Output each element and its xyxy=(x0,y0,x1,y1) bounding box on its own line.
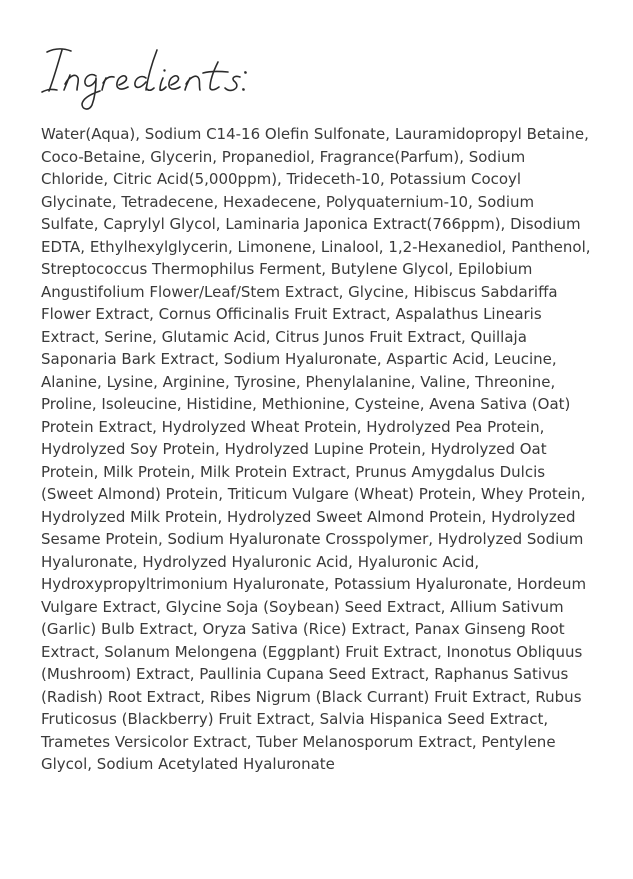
ingredients-script-heading-icon xyxy=(40,40,290,112)
ingredients-heading xyxy=(40,40,290,112)
ingredients-list-text: Water(Aqua), Sodium C14-16 Olefin Sulfonate, Lauramidopropyl Betaine, Coco-Betaine, Glycerin, Propanediol, Fragrance(Parfum), Sodium Chloride, Citric Acid(5,000ppm), Trideceth-10, Potassium Cocoyl Glycinate, Tetradecene, Hexadecene, Polyquaternium-10, Sodium Sulfate, Caprylyl Glycol, Laminaria Japonica Extract(766ppm), Disodium EDTA, Ethylhexylglycerin, Limonene, Linalool, 1,2-Hexanediol, Panthenol, Streptococcus Thermophilus Ferment, Butylene Glycol, Epilobium Angustifolium Flower/Leaf/Stem Extract, Glycine, Hibiscus Sabdariffa Flower Extract, Cornus Officinalis Fruit Extract, Aspalathus Linearis Extract, Serine, Glutamic Acid, Citrus Junos Fruit Extract, Quillaja Saponaria Bark Extract, Sodium Hyaluronate, Aspartic Acid, Leucine, Alanine, Lysine, Arginine, Tyrosine, Phenylalanine, Valine, Threonine, Proline, Isoleucine, Histidine, Methionine, Cysteine, Avena Sativa (Oat) Protein Extract, Hydrolyzed Wheat Protein, Hydrolyzed Pea Protein, Hydrolyzed Soy Protein, Hydrolyzed Lupine Protein, Hydrolyzed Oat Protein, Milk Protein, Milk Protein Extract, Prunus Amygdalus Dulcis (Sweet Almond) Protein, Triticum Vulgare (Wheat) Protein, Whey Protein, Hydrolyzed Milk Protein, Hydrolyzed Sweet Almond Protein, Hydrolyzed Sesame Protein, Sodium Hyaluronate Crosspolymer, Hydrolyzed Sodium Hyaluronate, Hydrolyzed Hyaluronic Acid, Hyaluronic Acid, Hydroxypropyltrimonium Hyaluronate, Potassium Hyaluronate, Hordeum Vulgare Extract, Glycine Soja (Soybean) Seed Extract, Allium Sativum (Garlic) Bulb Extract, Oryza Sativa (Rice) Extract, Panax Ginseng Root Extract, Solanum Melongena (Eggplant) Fruit Extract, Inonotus Obliquus (Mushroom) Extract, Paullinia Cupana Seed Extract, Raphanus Sativus (Radish) Root Extract, Ribes Nigrum (Black Currant) Fruit Extract, Rubus Fruticosus (Blackberry) Fruit Extract, Salvia Hispanica Seed Extract, Trametes Versicolor Extract, Tuber Melanosporum Extract, Pentylene Glycol, Sodium Acetylated Hyaluronate xyxy=(41,125,591,773)
